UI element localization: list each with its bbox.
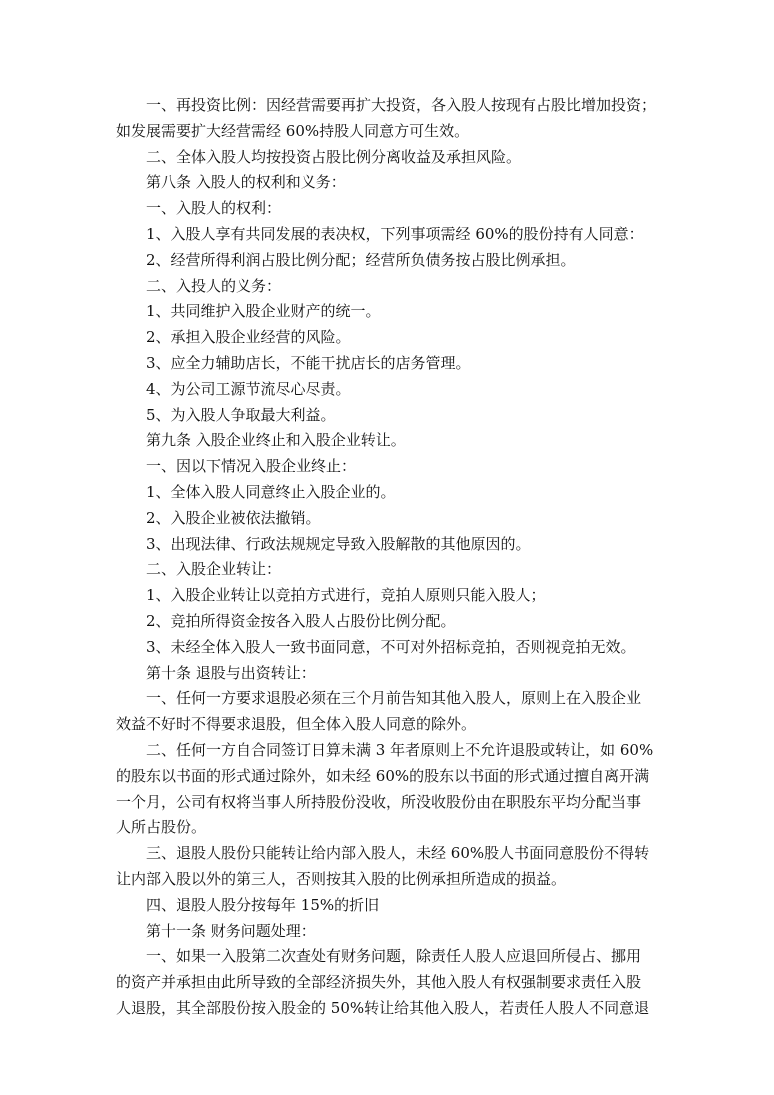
text-line: 一、再投资比例：因经营需要再扩大投资，各入股人按现有占股比增加投资； bbox=[146, 96, 657, 114]
text-line: 2、经营所得利润占股比例分配；经营所负债务按占股比例承担。 bbox=[146, 250, 576, 269]
text-line: 第八条 入股人的权利和义务： bbox=[146, 173, 346, 192]
text-line: 二、全体入股人均按投资占股比例分离收益及承担风险。 bbox=[146, 147, 522, 166]
text-line: 一、因以下情况入股企业终止： bbox=[146, 457, 357, 476]
text-line: 一、入股人的权利： bbox=[146, 199, 282, 218]
text-line: 1、全体入股人同意终止入股企业的。 bbox=[146, 482, 396, 501]
text-line: 人所占股份。 bbox=[116, 818, 207, 837]
text-line: 效益不好时不得要求退股，但全体入股人同意的除外。 bbox=[116, 715, 477, 734]
text-line: 第十条 退股与出资转让： bbox=[146, 663, 316, 682]
text-line: 4、为公司工源节流尽心尽责。 bbox=[146, 379, 351, 398]
text-line: 2、入股企业被依法撤销。 bbox=[146, 508, 321, 527]
document-body bbox=[116, 93, 664, 1022]
text-line: 的股东以书面的形式通过除外，如未经 60%的股东以书面的形式通过擅自离开满 bbox=[116, 766, 650, 785]
text-line: 2、承担入股企业经营的风险。 bbox=[146, 328, 351, 347]
text-line: 的资产并承担由此所导致的全部经济损失外，其他入股人有权强制要求责任入股 bbox=[116, 973, 642, 992]
text-line: 3、应全力辅助店长，不能干扰店长的店务管理。 bbox=[146, 353, 471, 372]
text-line: 一、任何一方要求退股必须在三个月前告知其他入股人，原则上在入股企业 bbox=[146, 689, 642, 708]
text-line: 第九条 入股企业终止和入股企业转让。 bbox=[146, 431, 406, 450]
text-line: 5、为入股人争取最大利益。 bbox=[146, 405, 336, 424]
text-line: 2、竞拍所得资金按各入股人占股份比例分配。 bbox=[146, 611, 456, 630]
text-line: 1、入股企业转让以竞拍方式进行，竞拍人原则只能入股人； bbox=[146, 586, 546, 605]
text-line: 3、出现法律、行政法规规定导致入股解散的其他原因的。 bbox=[146, 534, 531, 553]
text-line: 如发展需要扩大经营需经 60%持股人同意方可生效。 bbox=[116, 121, 470, 140]
text-line: 一、如果一入股第二次查处有财务问题，除责任人股人应退回所侵占、挪用 bbox=[146, 947, 642, 966]
text-line: 一个月，公司有权将当事人所持股份没收，所没收股份由在职股东平均分配当事 bbox=[116, 792, 642, 811]
text-line: 让内部入股以外的第三人，否则按其入股的比例承担所造成的损益。 bbox=[116, 869, 567, 888]
text-line: 二、任何一方自合同签订日算未满 3 年者原则上不允许退股或转让，如 60% bbox=[146, 740, 654, 759]
text-line: 第十一条 财务问题处理： bbox=[146, 921, 316, 940]
text-line: 三、退股人股份只能转让给内部入股人，未经 60%股人书面同意股份不得转 bbox=[146, 844, 650, 863]
text-line: 1、入股人享有共同发展的表决权，下列事项需经 60%的股份持有人同意： bbox=[146, 224, 644, 243]
text-line: 二、入股企业转让： bbox=[146, 560, 282, 579]
text-line: 二、入投人的义务： bbox=[146, 276, 282, 295]
text-line: 3、未经全体入股人一致书面同意，不可对外招标竞拍，否则视竞拍无效。 bbox=[146, 637, 636, 656]
text-line: 1、共同维护入股企业财产的统一。 bbox=[146, 302, 381, 321]
text-line: 人退股，其全部股份按入股金的 50%转让给其他入股人，若责任人股人不同意退 bbox=[116, 998, 650, 1017]
text-line: 四、退股人股分按每年 15%的折旧 bbox=[146, 895, 380, 914]
